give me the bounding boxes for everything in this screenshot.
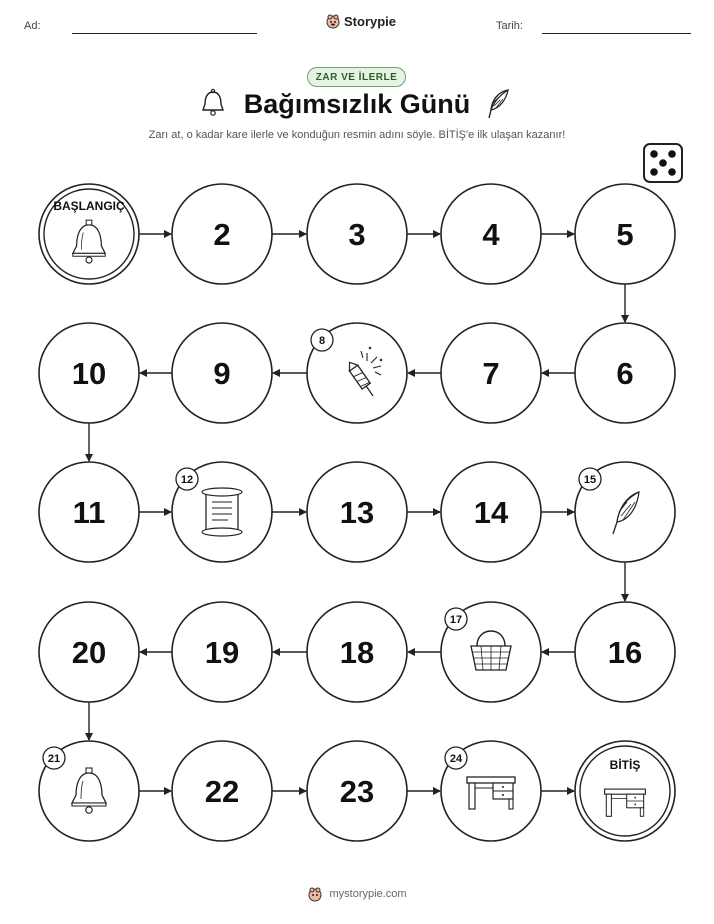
board-space-17[interactable] — [441, 602, 541, 702]
board-space-10[interactable] — [39, 323, 139, 423]
footer-url[interactable]: mystorypie.com — [329, 888, 407, 900]
page-title: Bağımsızlık Günü — [243, 89, 471, 119]
space-number: 20 — [71, 635, 107, 670]
space-number: 23 — [339, 774, 375, 809]
board-space-12[interactable] — [172, 462, 272, 562]
board-space-18[interactable] — [307, 602, 407, 702]
board-space-7[interactable] — [441, 323, 541, 423]
board-space-4[interactable] — [441, 184, 541, 284]
space-number: 6 — [616, 356, 634, 391]
space-number: 24 — [449, 753, 463, 765]
board-space-13[interactable] — [307, 462, 407, 562]
space-number: 16 — [607, 635, 643, 670]
board-space-9[interactable] — [172, 323, 272, 423]
scroll-icon — [202, 488, 242, 536]
space-number: 19 — [204, 635, 240, 670]
finish-space[interactable] — [575, 741, 675, 841]
space-number: 9 — [213, 356, 231, 391]
brand-name: Storypie — [344, 13, 397, 29]
board-space-15[interactable] — [575, 462, 675, 562]
footer — [0, 886, 714, 902]
space-number: 18 — [339, 635, 375, 670]
board-space-5[interactable] — [575, 184, 675, 284]
board-space-8[interactable] — [307, 323, 407, 423]
start-label: BAŞLANGIÇ — [53, 199, 125, 213]
date-label: Tarih: — [496, 20, 523, 32]
name-label: Ad: — [24, 20, 41, 32]
board-space-23[interactable] — [307, 741, 407, 841]
start-space[interactable] — [39, 184, 139, 284]
board-space-22[interactable] — [172, 741, 272, 841]
space-number: 4 — [482, 217, 500, 252]
board-space-20[interactable] — [39, 602, 139, 702]
board-space-11[interactable] — [39, 462, 139, 562]
space-number: 11 — [72, 495, 106, 530]
space-number: 8 — [318, 335, 326, 347]
space-number: 10 — [71, 356, 107, 391]
space-number: 2 — [213, 217, 231, 252]
space-number: 22 — [204, 774, 240, 809]
space-number: 13 — [339, 495, 375, 530]
space-number: 14 — [473, 495, 509, 530]
board-space-24[interactable] — [441, 741, 541, 841]
space-number: 7 — [482, 356, 500, 391]
space-number: 15 — [583, 474, 597, 486]
space-number: 3 — [348, 217, 366, 252]
storypie-mascot-icon — [307, 886, 323, 902]
board-space-14[interactable] — [441, 462, 541, 562]
space-number: 17 — [449, 614, 463, 626]
board-space-19[interactable] — [172, 602, 272, 702]
activity-badge: ZAR VE İLERLE — [307, 67, 406, 87]
board-space-3[interactable] — [307, 184, 407, 284]
board-space-6[interactable] — [575, 323, 675, 423]
space-number: 21 — [47, 753, 61, 765]
board-space-16[interactable] — [575, 602, 675, 702]
board-space-21[interactable] — [39, 741, 139, 841]
board-space-2[interactable] — [172, 184, 272, 284]
space-number: 5 — [616, 217, 634, 252]
space-number: 12 — [180, 474, 194, 486]
instructions: Zarı at, o kadar kare ilerle ve konduğun resmin adını söyle. BİTİŞ'e ilk ulaşan kazanır! — [148, 129, 566, 141]
finish-label: BİTİŞ — [609, 758, 641, 772]
